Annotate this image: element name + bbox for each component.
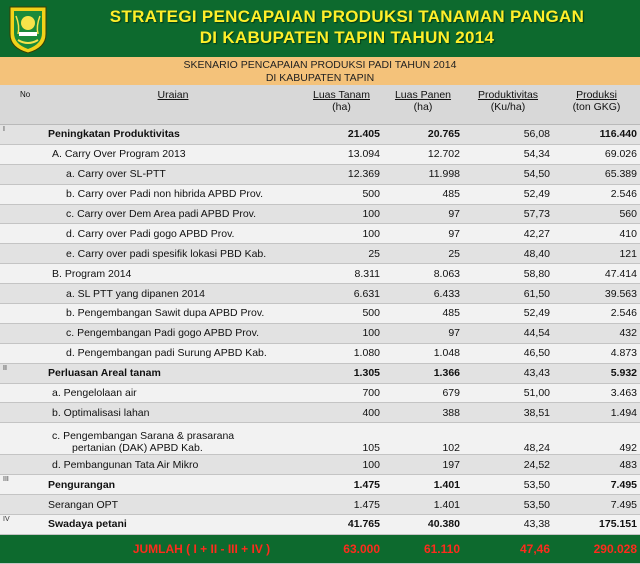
row-produksi: 7.495: [553, 475, 640, 495]
row-luas-panen: 485: [383, 304, 463, 324]
row-luas-panen: 1.048: [383, 343, 463, 363]
row-label: A. Carry Over Program 2013: [46, 144, 300, 164]
table-row: [0, 475, 640, 495]
row-produksi: 492: [553, 423, 640, 455]
row-label: Serangan OPT: [46, 495, 300, 515]
row-luas-tanam: 105: [300, 423, 383, 455]
row-produksi: 69.026: [553, 144, 640, 164]
page-title: [60, 6, 634, 48]
row-no: [0, 264, 46, 284]
table-row: [0, 343, 640, 363]
total-luas-panen: 61.110: [383, 534, 463, 563]
total-luas-tanam: 63.000: [300, 534, 383, 563]
col-header-luas-tanam-unit: (ha): [332, 101, 351, 113]
row-luas-panen: 20.765: [383, 125, 463, 145]
row-no: [0, 304, 46, 324]
row-label: B. Program 2014: [46, 264, 300, 284]
row-luas-tanam: 41.765: [300, 515, 383, 535]
table-row: [0, 403, 640, 423]
row-produktivitas: 53,50: [463, 475, 553, 495]
row-luas-tanam: 6.631: [300, 284, 383, 304]
row-luas-tanam: 21.405: [300, 125, 383, 145]
row-luas-tanam: 1.305: [300, 363, 383, 383]
row-produksi: 560: [553, 204, 640, 224]
total-produktivitas: 47,46: [463, 534, 553, 563]
subtitle-line-1: SKENARIO PENCAPAIAN PRODUKSI PADI TAHUN 2014: [183, 59, 457, 71]
row-produksi: 410: [553, 224, 640, 244]
row-label: b. Carry over Padi non hibrida APBD Prov.: [46, 184, 300, 204]
row-no: III: [0, 475, 46, 495]
row-produksi: 4.873: [553, 343, 640, 363]
row-luas-panen: 40.380: [383, 515, 463, 535]
row-label: d. Pengembangan padi Surung APBD Kab.: [46, 343, 300, 363]
table-row: [0, 164, 640, 184]
col-header-luas-panen-unit: (ha): [413, 101, 433, 113]
row-produksi: 39.563: [553, 284, 640, 304]
col-header-produksi: [553, 85, 640, 125]
row-label: c. Carry over Dem Area padi APBD Prov.: [46, 204, 300, 224]
row-produktivitas: 44,54: [463, 323, 553, 343]
col-header-produksi-text: Produksi: [576, 89, 617, 101]
row-label: b. Optimalisasi lahan: [46, 403, 300, 423]
row-no: [0, 383, 46, 403]
col-header-no: No: [0, 85, 46, 125]
row-label: Pengurangan: [46, 475, 300, 495]
row-label: Perluasan Areal tanam: [46, 363, 300, 383]
row-produktivitas: 46,50: [463, 343, 553, 363]
row-no: [0, 144, 46, 164]
row-produksi: 3.463: [553, 383, 640, 403]
table-header-row: [0, 85, 640, 125]
row-luas-tanam: 500: [300, 304, 383, 324]
table-row: [0, 125, 640, 145]
row-produksi: 2.546: [553, 304, 640, 324]
table-row: [0, 264, 640, 284]
row-luas-tanam: 12.369: [300, 164, 383, 184]
row-luas-tanam: 13.094: [300, 144, 383, 164]
title-line-1: STRATEGI PENCAPAIAN PRODUKSI TANAMAN PANGAN: [109, 7, 585, 26]
table-subtitle: [0, 57, 640, 85]
row-produksi: 65.389: [553, 164, 640, 184]
col-header-uraian: [46, 85, 300, 125]
row-no: [0, 224, 46, 244]
row-label: d. Pembangunan Tata Air Mikro: [46, 455, 300, 475]
row-luas-panen: 25: [383, 244, 463, 264]
row-produktivitas: 48,24: [463, 423, 553, 455]
content-panel: [0, 57, 640, 556]
row-label: e. Carry over padi spesifik lokasi PBD Kab.: [46, 244, 300, 264]
col-header-produktivitas-unit: (Ku/ha): [490, 101, 526, 113]
row-luas-tanam: 1.475: [300, 475, 383, 495]
row-luas-panen: 679: [383, 383, 463, 403]
row-produktivitas: 54,50: [463, 164, 553, 184]
row-luas-panen: 485: [383, 184, 463, 204]
table-row: [0, 284, 640, 304]
row-label: a. Carry over SL-PTT: [46, 164, 300, 184]
subtitle-line-2: DI KABUPATEN TAPIN: [265, 72, 375, 84]
row-no: [0, 184, 46, 204]
row-luas-panen: 102: [383, 423, 463, 455]
row-label: Swadaya petani: [46, 515, 300, 535]
row-luas-tanam: 700: [300, 383, 383, 403]
table-row: [0, 363, 640, 383]
row-label: b. Pengembangan Sawit dupa APBD Prov.: [46, 304, 300, 324]
row-produksi: 2.546: [553, 184, 640, 204]
row-label-continued: pertanian (DAK) APBD Kab.: [72, 442, 203, 455]
row-luas-panen: 12.702: [383, 144, 463, 164]
row-no: [0, 455, 46, 475]
col-header-luas-tanam-text: Luas Tanam: [312, 89, 370, 101]
row-luas-tanam: 100: [300, 455, 383, 475]
total-row: [0, 534, 640, 563]
total-label: JUMLAH ( I + II - III + IV ): [46, 534, 300, 563]
row-produksi: 1.494: [553, 403, 640, 423]
row-no: II: [0, 363, 46, 383]
row-produktivitas: 43,43: [463, 363, 553, 383]
row-no: [0, 323, 46, 343]
row-luas-panen: 1.366: [383, 363, 463, 383]
table-row: [0, 423, 640, 455]
row-luas-panen: 197: [383, 455, 463, 475]
table-row: [0, 383, 640, 403]
row-luas-tanam: 100: [300, 323, 383, 343]
col-header-luas-panen-text: Luas Panen: [394, 89, 452, 101]
row-luas-tanam: 100: [300, 224, 383, 244]
row-luas-panen: 97: [383, 204, 463, 224]
table-row: [0, 204, 640, 224]
row-luas-panen: 97: [383, 323, 463, 343]
total-no: [0, 534, 46, 563]
total-produksi: 290.028: [553, 534, 640, 563]
table-row: [0, 224, 640, 244]
row-no: [0, 495, 46, 515]
row-produksi: 175.151: [553, 515, 640, 535]
row-luas-panen: 97: [383, 224, 463, 244]
col-header-produksi-unit: (ton GKG): [572, 101, 621, 113]
row-produktivitas: 52,49: [463, 304, 553, 324]
row-produktivitas: 53,50: [463, 495, 553, 515]
row-label: c. Pengembangan Sarana & prasarana: [52, 430, 235, 443]
row-produktivitas: 52,49: [463, 184, 553, 204]
row-produktivitas: 54,34: [463, 144, 553, 164]
row-label: a. SL PTT yang dipanen 2014: [46, 284, 300, 304]
row-luas-tanam: 25: [300, 244, 383, 264]
row-produksi: 483: [553, 455, 640, 475]
table-row: [0, 144, 640, 164]
table-row: [0, 495, 640, 515]
table-row: [0, 323, 640, 343]
row-luas-tanam: 8.311: [300, 264, 383, 284]
row-no: [0, 403, 46, 423]
row-luas-panen: 388: [383, 403, 463, 423]
row-produksi: 116.440: [553, 125, 640, 145]
row-luas-panen: 8.063: [383, 264, 463, 284]
row-produktivitas: 43,38: [463, 515, 553, 535]
row-produktivitas: 57,73: [463, 204, 553, 224]
row-produksi: 5.932: [553, 363, 640, 383]
row-luas-panen: 1.401: [383, 475, 463, 495]
col-header-produktivitas: [463, 85, 553, 125]
row-produksi: 47.414: [553, 264, 640, 284]
title-line-2: DI KABUPATEN TAPIN TAHUN 2014: [199, 28, 495, 47]
row-produktivitas: 51,00: [463, 383, 553, 403]
row-produktivitas: 61,50: [463, 284, 553, 304]
row-luas-tanam: 1.475: [300, 495, 383, 515]
row-luas-panen: 11.998: [383, 164, 463, 184]
col-header-luas-panen: [383, 85, 463, 125]
row-luas-panen: 6.433: [383, 284, 463, 304]
row-no: [0, 204, 46, 224]
col-header-uraian-text: Uraian: [157, 89, 189, 101]
col-header-luas-tanam: [300, 85, 383, 125]
row-produktivitas: 42,27: [463, 224, 553, 244]
row-label: c. Pengembangan Padi gogo APBD Prov.: [46, 323, 300, 343]
row-luas-panen: 1.401: [383, 495, 463, 515]
row-produksi: 121: [553, 244, 640, 264]
row-no: I: [0, 125, 46, 145]
row-produktivitas: 58,80: [463, 264, 553, 284]
row-luas-tanam: 500: [300, 184, 383, 204]
production-table: [0, 85, 640, 564]
row-luas-tanam: 100: [300, 204, 383, 224]
row-label: Peningkatan Produktivitas: [46, 125, 300, 145]
row-no: [0, 343, 46, 363]
table-row: [0, 244, 640, 264]
row-label: d. Carry over Padi gogo APBD Prov.: [46, 224, 300, 244]
row-produktivitas: 38,51: [463, 403, 553, 423]
row-produksi: 7.495: [553, 495, 640, 515]
row-produktivitas: 56,08: [463, 125, 553, 145]
table-row: [0, 515, 640, 535]
row-produktivitas: 48,40: [463, 244, 553, 264]
row-label: a. Pengelolaan air: [46, 383, 300, 403]
row-no: [0, 164, 46, 184]
row-no: [0, 244, 46, 264]
col-header-produktivitas-text: Produktivitas: [477, 89, 539, 101]
row-no: [0, 423, 46, 455]
table-row: [0, 184, 640, 204]
row-no: [0, 284, 46, 304]
row-produksi: 432: [553, 323, 640, 343]
table-row: [0, 304, 640, 324]
row-luas-tanam: 1.080: [300, 343, 383, 363]
row-no: IV: [0, 515, 46, 535]
row-label-multiline: [46, 423, 300, 455]
row-luas-tanam: 400: [300, 403, 383, 423]
table-row: [0, 455, 640, 475]
regency-emblem-icon: [6, 4, 50, 54]
row-produktivitas: 24,52: [463, 455, 553, 475]
